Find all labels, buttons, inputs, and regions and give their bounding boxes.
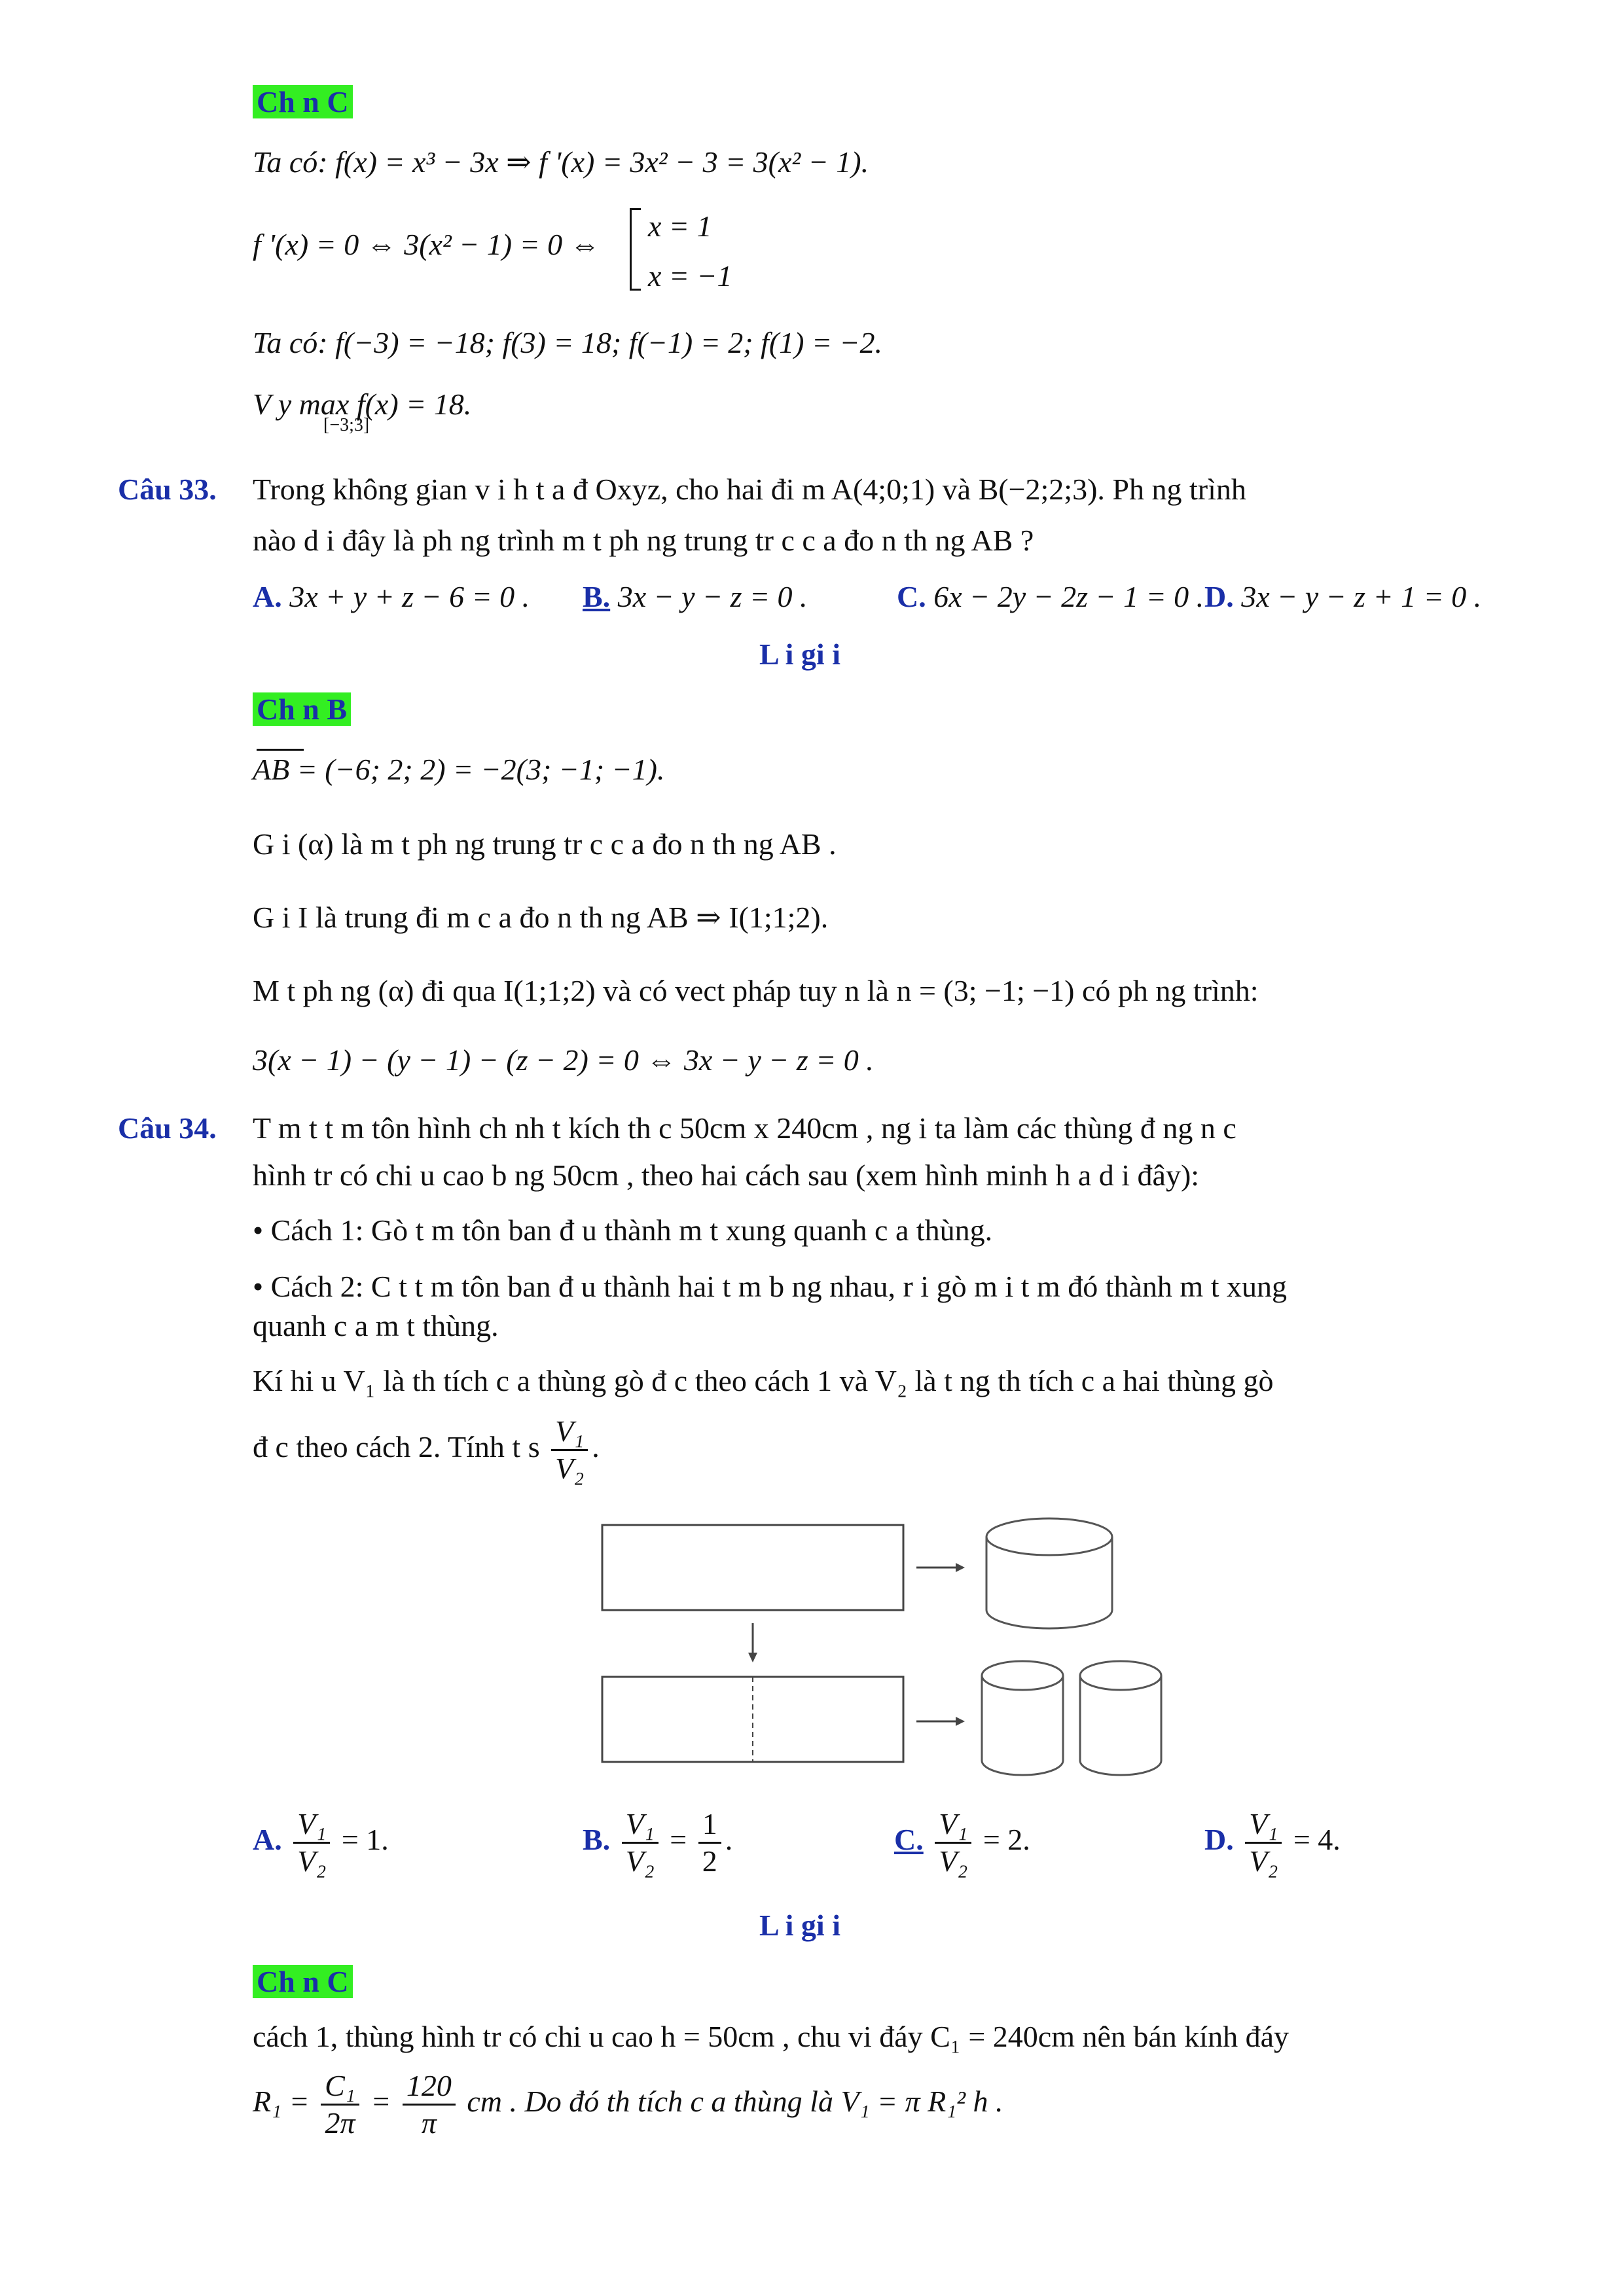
question-34-label: Câu 34.: [118, 1111, 217, 1145]
question-34-text-2: hình tr có chi u cao b ng 50cm , theo hai cách sau (xem hình minh h a d i đây):: [253, 1158, 1200, 1192]
arrow-head-2: [956, 1717, 965, 1726]
q33-sol-4: M t ph ng (α) đi qua I(1;1;2) và có vect pháp tuy n là n = (3; −1; −1) có ph ng trình:: [253, 974, 1259, 1007]
q33-sol-2: G i (α) là m t ph ng trung tr c c a đo n th ng AB .: [253, 827, 837, 861]
q34-solution-heading: L i gi i: [759, 1909, 840, 1942]
q33-option-b: B. 3x − y − z = 0 .: [583, 580, 808, 613]
case-2: x = −1: [648, 259, 732, 293]
question-34-text-1: T m t t m tôn hình ch nh t kích th c 50cm x 240cm , ng i ta làm các thùng đ ng n c: [253, 1111, 1236, 1145]
q34-option-a: A. $\frac{\text{V₁}}{\text{V₂}}$ = 1.: [253, 1807, 389, 1878]
answer-choice-34: Ch n C: [253, 1964, 353, 2000]
arrow-down-head: [748, 1653, 757, 1662]
q33-option-c: C. 6x − 2y − 2z − 1 = 0 .: [897, 580, 1204, 613]
answer-choice-32: Ch n C: [253, 84, 353, 120]
case-bracket: [630, 203, 761, 295]
q33-sol-5: 3(x − 1) − (y − 1) − (z − 2) = 0 ⇔ 3x − y − z = 0 .: [253, 1043, 874, 1077]
question-33-label: Câu 33.: [118, 473, 217, 506]
sol32-line2: f '(x) = 0 ⇔ 3(x² − 1) = 0 ⇔: [253, 228, 600, 261]
sol32-line3: Ta có: f(−3) = −18; f(3) = 18; f(−1) = 2; f(1) = −2.: [253, 326, 883, 359]
original-sheet: [602, 1525, 903, 1610]
question-34-text-5: quanh c a m t thùng.: [253, 1309, 499, 1342]
q33-option-a: A. 3x + y + z − 6 = 0 .: [253, 580, 530, 613]
q34-sol-1: cách 1, thùng hình tr có chi u cao h = 50cm , chu vi đáy C₁ = 240cm nên bán kính đáy: [253, 2020, 1290, 2053]
q33-sol-1: AB = (−6; 2; 2) = −2(3; −1; −1).: [253, 753, 665, 786]
question-33-text-2: nào d i đây là ph ng trình m t ph ng trung tr c c a đo n th ng AB ?: [253, 524, 1034, 557]
question-34-text-3: • Cách 1: Gò t m tôn ban đ u thành m t xung quanh c a thùng.: [253, 1213, 993, 1247]
q33-sol-3: G i I là trung đi m c a đo n th ng AB ⇒ I(1;1;2).: [253, 901, 829, 934]
sol32-line4: V y max f(x) = 18.: [253, 387, 472, 421]
small-cylinder-icon-1: [982, 1661, 1063, 1775]
answer-choice-33: Ch n B: [253, 691, 351, 728]
vector-arrow: [257, 749, 304, 752]
question-34-text-7: đ c theo cách 2. Tính t s $\frac{\text{V₁}}{\text{V₂}}$ .: [253, 1414, 600, 1485]
q34-option-d: D. $\frac{\text{V₁}}{\text{V₂}}$ = 4.: [1204, 1807, 1341, 1878]
sol32-line1: Ta có: f(x) = x³ − 3x ⇒ f '(x) = 3x² − 3 = 3(x² − 1).: [253, 145, 869, 179]
q34-sol-2: R₁ = $\frac{\text{C₁}}{2\pi}$ = $\frac{120}{\pi}$ cm . Do đó th tích c a thùng là V₁ = π R₁² h .: [253, 2069, 1003, 2140]
ratio-fraction: $\frac{\text{V₁}}{\text{V₂}}$: [551, 1414, 588, 1486]
small-cylinder-icon-2: [1080, 1661, 1161, 1775]
question-34-text-6: Kí hi u V₁ là th tích c a thùng gò đ c theo cách 1 và V₂ là t ng th tích c a hai thùng gò: [253, 1364, 1274, 1397]
q33-option-d: D. 3x − y − z + 1 = 0 .: [1204, 580, 1482, 613]
q34-option-b: B. $\frac{\text{V₁}}{\text{V₂}}$ = $\frac{1}{2}$ .: [583, 1807, 733, 1878]
question-34-text-4: • Cách 2: C t t m tôn ban đ u thành hai t m b ng nhau, r i gò m i t m đó thành m t xung: [253, 1270, 1287, 1303]
large-cylinder-icon: [986, 1518, 1112, 1628]
case-1: x = 1: [648, 209, 712, 243]
q34-option-c: C. $\frac{\text{V₁}}{\text{V₂}}$ = 2.: [894, 1807, 1030, 1878]
arrow-head-1: [956, 1563, 965, 1572]
illustration-figure: [589, 1505, 1178, 1780]
question-33-text-1: Trong không gian v i h t a đ Oxyz, cho hai đi m A(4;0;1) và B(−2;2;3). Ph ng trình: [253, 473, 1246, 506]
sol32-max-range: [−3;3]: [323, 415, 370, 435]
q33-solution-heading: L i gi i: [759, 637, 840, 671]
